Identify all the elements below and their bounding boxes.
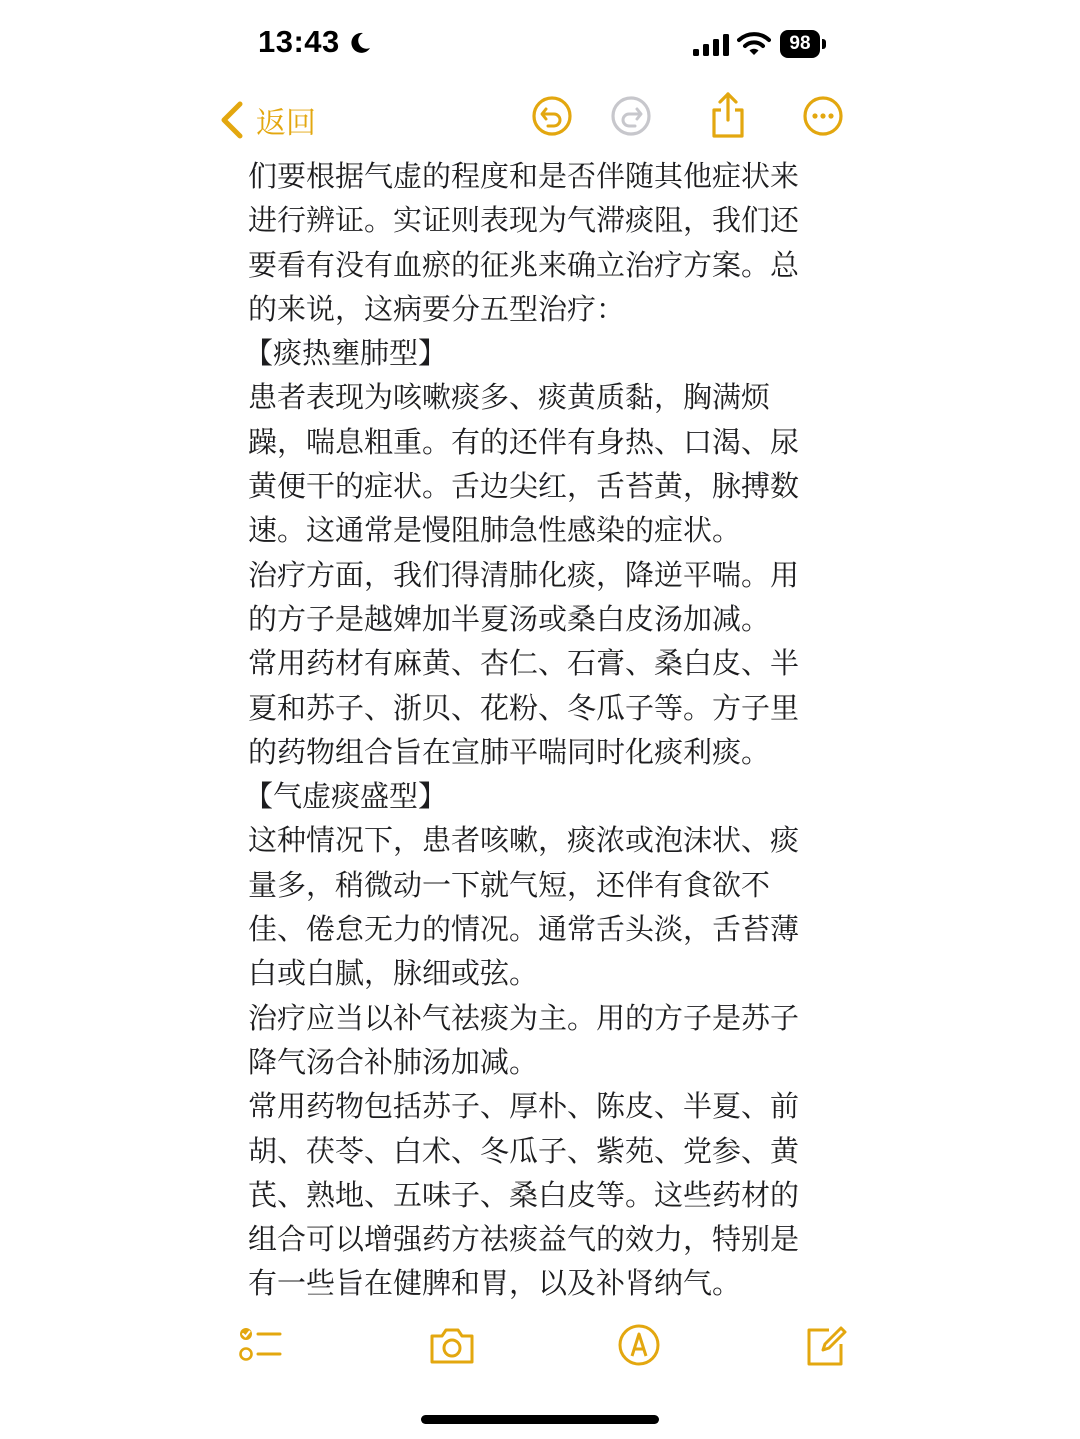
note-paragraph: 常用药物包括苏子、厚朴、陈皮、半夏、前胡、茯苓、白术、冬瓜子、紫苑、党参、黄芪、熟地、五味子、桑白皮等。这些药材的组合可以增强药方祛痰益气的效力，特别是有一些旨在健脾和胃，以及补肾纳气。 <box>248 1089 800 1301</box>
back-label: 返回 <box>256 106 316 141</box>
moon-icon <box>348 31 372 55</box>
note-heading: 【气虚痰盛型】 <box>244 779 448 814</box>
signal-icon <box>693 34 729 56</box>
more-icon[interactable] <box>801 94 845 138</box>
chevron-left-icon <box>218 100 246 140</box>
wifi-icon <box>737 31 771 57</box>
checklist-icon[interactable] <box>236 1322 282 1368</box>
note-paragraph: 治疗应当以补气祛痰为主。用的方子是苏子降气汤合补肺汤加减。 <box>248 1000 800 1079</box>
note-paragraph: 们要根据气虚的程度和是否伴随其他症状来进行辨证。实证则表现为气滞痰阻，我们还要看有没有血瘀的征兆来确立治疗方案。总的来说，这病要分五型治疗： <box>248 159 800 326</box>
redo-icon[interactable] <box>609 94 653 138</box>
compose-icon[interactable] <box>803 1322 849 1368</box>
battery-tip <box>822 39 826 49</box>
home-indicator[interactable] <box>421 1415 659 1424</box>
bottom-toolbar <box>0 1318 1080 1374</box>
status-bar <box>0 0 1080 90</box>
note-paragraph: 这种情况下，患者咳嗽，痰浓或泡沫状、痰量多，稍微动一下就气短，还伴有食欲不佳、倦怠无力的情况。通常舌头淡，舌苔薄白或白腻，脉细或弦。 <box>248 823 800 991</box>
back-button[interactable] <box>218 98 316 142</box>
nav-bar <box>0 90 1080 150</box>
battery-icon <box>780 30 826 58</box>
note-heading: 【痰热壅肺型】 <box>244 336 448 371</box>
markup-icon[interactable] <box>616 1322 662 1368</box>
note-paragraph: 常用药材有麻黄、杏仁、石膏、桑白皮、半夏和苏子、浙贝、花粉、冬瓜子等。方子里的药物组合旨在宣肺平喘同时化痰利痰。 <box>248 646 800 769</box>
undo-icon[interactable] <box>530 94 574 138</box>
note-paragraph: 患者表现为咳嗽痰多、痰黄质黏，胸满烦躁，喘息粗重。有的还伴有身热、口渴、尿黄便干的症状。舌边尖红，舌苔黄，脉搏数速。这通常是慢阻肺急性感染的症状。 <box>248 380 800 548</box>
share-icon[interactable] <box>706 90 750 140</box>
battery-level: 98 <box>780 30 820 58</box>
camera-icon[interactable] <box>428 1322 476 1368</box>
status-time: 13:43 <box>258 24 340 59</box>
note-body[interactable] <box>244 154 818 1306</box>
note-paragraph: 治疗方面，我们得清肺化痰，降逆平喘。用的方子是越婢加半夏汤或桑白皮汤加减。 <box>248 557 800 636</box>
